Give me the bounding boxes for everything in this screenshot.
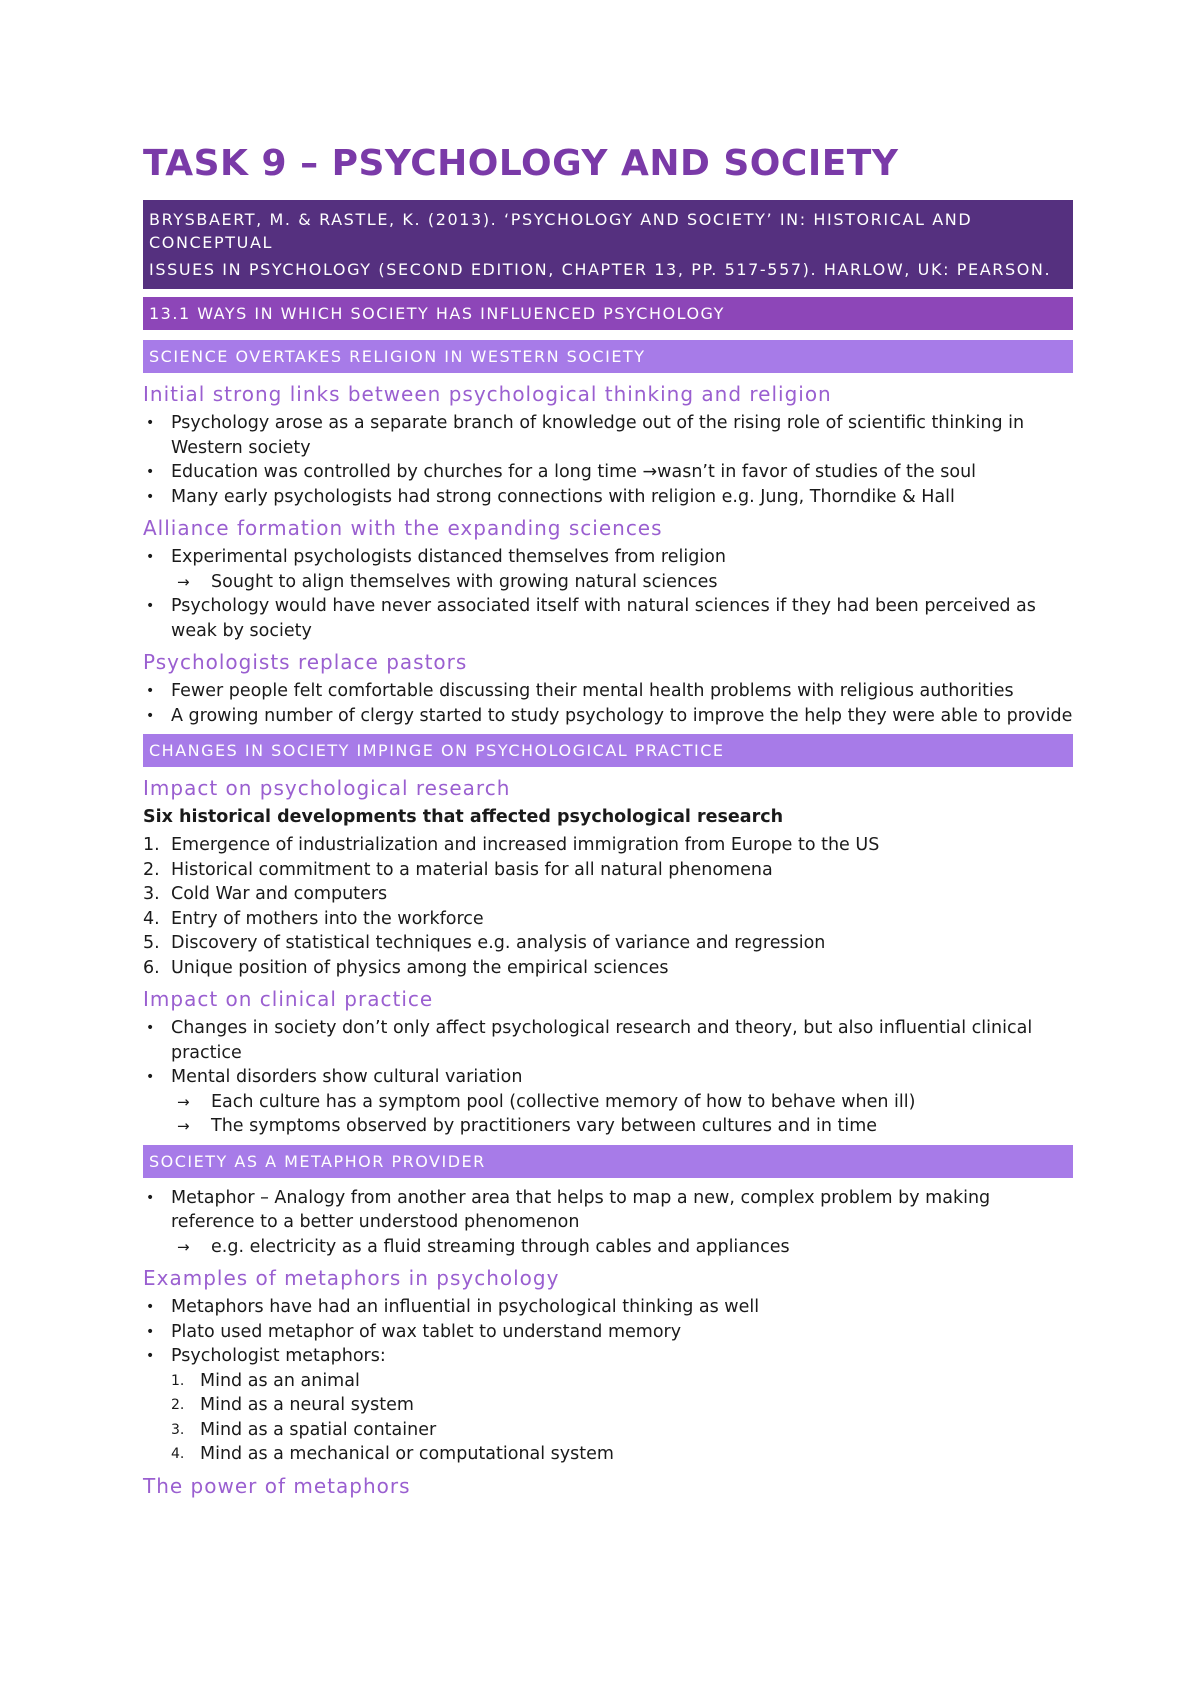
topic-heading-science-religion: SCIENCE OVERTAKES RELIGION IN WESTERN SOCIETY [143, 340, 1073, 373]
list-item-text: Metaphors have had an influential in psychological thinking as well [171, 1297, 760, 1317]
list-item-text: The symptoms observed by practitioners vary between cultures and in time [211, 1116, 878, 1136]
arrow-marker: → [177, 1092, 190, 1111]
list-item [143, 1393, 1073, 1418]
subheading-psychologists-replace-pastors: Psychologists replace pastors [143, 650, 468, 674]
list-item [143, 1295, 1073, 1320]
list-item-text: Cold War and computers [171, 884, 388, 904]
list-item [143, 1114, 1073, 1139]
list-item [143, 1235, 1073, 1260]
list-item-text: Many early psychologists had strong connections with religion e.g. Jung, Thorndike & Hall [171, 486, 955, 507]
bullet-marker: • [146, 1189, 155, 1206]
bold-lead-line: Six historical developments that affected psychological research [143, 807, 784, 827]
list-item-text: Mind as an animal [200, 1370, 360, 1391]
bullet-list [143, 679, 1073, 728]
numbered-list [143, 833, 1073, 980]
reference-line-2: ISSUES IN PSYCHOLOGY (SECOND EDITION, CHAPTER 13, PP. 517-557). HARLOW, UK: PEARSON. [149, 260, 1052, 279]
subheading-initial-links: Initial strong links between psychological thinking and religion [143, 382, 832, 406]
topic-heading-metaphor-provider: SOCIETY AS A METAPHOR PROVIDER [143, 1145, 1073, 1178]
bullet-marker: • [146, 488, 155, 505]
list-item [143, 956, 1073, 981]
bullet-marker: • [146, 598, 155, 614]
subheading-power-of-metaphors: The power of metaphors [143, 1473, 411, 1498]
bullet-list [143, 411, 1073, 509]
list-item [143, 570, 1073, 595]
list-item-text: Discovery of statistical techniques e.g. analysis of variance and regression [171, 933, 826, 953]
bullet-list [143, 1016, 1073, 1139]
list-item-text: Each culture has a symptom pool (collective memory of how to behave when ill) [211, 1091, 916, 1112]
list-item-text: Psychologist metaphors: [171, 1346, 386, 1366]
bullet-marker: • [146, 707, 155, 724]
list-item [143, 1418, 1073, 1443]
list-item-text: Education was controlled by churches for a long time →wasn’t in favor of studies of the soul [171, 462, 977, 482]
list-item [143, 931, 1073, 956]
list-item [143, 907, 1073, 932]
subheading-examples-of-metaphors: Examples of metaphors in psychology [143, 1266, 560, 1290]
list-item-text: A growing number of clergy started to study psychology to improve the help they were able to provide [171, 705, 1073, 726]
bullet-marker: • [146, 1299, 155, 1315]
list-item-text: Fewer people felt comfortable discussing their mental health problems with religious authorities [171, 681, 1014, 701]
page-content [143, 140, 1073, 1503]
list-item-text: Mental disorders show cultural variation [171, 1067, 523, 1087]
section-heading-13-1: 13.1 WAYS IN WHICH SOCIETY HAS INFLUENCED PSYCHOLOGY [143, 297, 1073, 330]
bullet-list [143, 1186, 1073, 1260]
list-item [143, 1016, 1073, 1065]
number-marker: 1. [171, 1372, 185, 1389]
list-item-text: Emergence of industrialization and increased immigration from Europe to the US [171, 835, 880, 855]
list-item [143, 1320, 1073, 1345]
number-marker: 4. [171, 1446, 185, 1462]
arrow-marker: → [177, 1237, 190, 1256]
bullet-marker: • [146, 1069, 155, 1085]
reference-box [143, 200, 1073, 289]
bullet-marker: • [146, 1020, 155, 1036]
bullet-list [143, 545, 1073, 643]
bullet-list [143, 1295, 1073, 1467]
subheading-alliance-formation: Alliance formation with the expanding sciences [143, 516, 663, 540]
number-marker: 4. [143, 908, 160, 929]
list-item [143, 858, 1073, 883]
list-item [143, 1186, 1073, 1235]
list-item [143, 594, 1073, 643]
list-item [143, 1065, 1073, 1090]
list-item-text: Changes in society don’t only affect psychological research and theory, but also influential clinical practice [171, 1018, 1033, 1063]
list-item [143, 545, 1073, 570]
list-item [143, 1090, 1073, 1115]
list-item [143, 679, 1073, 704]
bullet-marker: • [146, 415, 155, 431]
reference-line-1: BRYSBAERT, M. & RASTLE, K. (2013). ‘PSYCHOLOGY AND SOCIETY’ IN: HISTORICAL AND CONCEPTUAL [149, 210, 973, 252]
list-item [143, 460, 1073, 485]
list-item-text: Psychology would have never associated itself with natural sciences if they had been perceived as weak by society [171, 596, 1036, 641]
list-item-text: Mind as a mechanical or computational system [200, 1444, 614, 1464]
list-item-text: Psychology arose as a separate branch of knowledge out of the rising role of scientific thinking in Western society [171, 413, 1025, 458]
bullet-marker: • [146, 683, 155, 699]
number-marker: 5. [143, 933, 160, 953]
number-marker: 3. [143, 884, 160, 904]
list-item [143, 1344, 1073, 1369]
list-item [143, 411, 1073, 460]
bullet-marker: • [146, 1348, 155, 1364]
number-marker: 2. [171, 1397, 185, 1413]
list-item [143, 704, 1073, 729]
list-item-text: Mind as a neural system [200, 1395, 414, 1415]
list-item [143, 1442, 1073, 1467]
number-marker: 2. [143, 859, 160, 880]
arrow-marker: → [177, 1117, 190, 1135]
list-item-text: Historical commitment to a material basis for all natural phenomena [171, 859, 773, 880]
list-item-text: Sought to align themselves with growing natural sciences [211, 571, 718, 592]
list-item-text: Entry of mothers into the workforce [171, 908, 484, 929]
number-marker: 1. [143, 835, 160, 855]
list-item [143, 833, 1073, 858]
list-item-text: Mind as a spatial container [200, 1419, 437, 1440]
list-item-text: e.g. electricity as a fluid streaming through cables and appliances [211, 1236, 790, 1257]
page-title: TASK 9 – PSYCHOLOGY AND SOCIETY [143, 143, 899, 184]
number-marker: 6. [143, 957, 160, 978]
list-item [143, 485, 1073, 510]
number-marker: 3. [171, 1421, 185, 1438]
bullet-marker: • [146, 549, 155, 565]
list-item [143, 882, 1073, 907]
list-item [143, 1369, 1073, 1394]
arrow-marker: → [177, 572, 190, 591]
topic-heading-changes-in-society: CHANGES IN SOCIETY IMPINGE ON PSYCHOLOGICAL PRACTICE [143, 734, 1073, 767]
list-item-text: Experimental psychologists distanced themselves from religion [171, 547, 726, 567]
subheading-impact-research: Impact on psychological research [143, 776, 511, 800]
bullet-marker: • [146, 464, 155, 480]
list-item-text: Plato used metaphor of wax tablet to understand memory [171, 1321, 682, 1342]
bullet-marker: • [146, 1323, 155, 1340]
list-item-text: Metaphor – Analogy from another area that helps to map a new, complex problem by making reference to a better understood phenomenon [171, 1187, 991, 1232]
list-item-text: Unique position of physics among the empirical sciences [171, 957, 669, 978]
subheading-impact-clinical: Impact on clinical practice [143, 987, 434, 1011]
